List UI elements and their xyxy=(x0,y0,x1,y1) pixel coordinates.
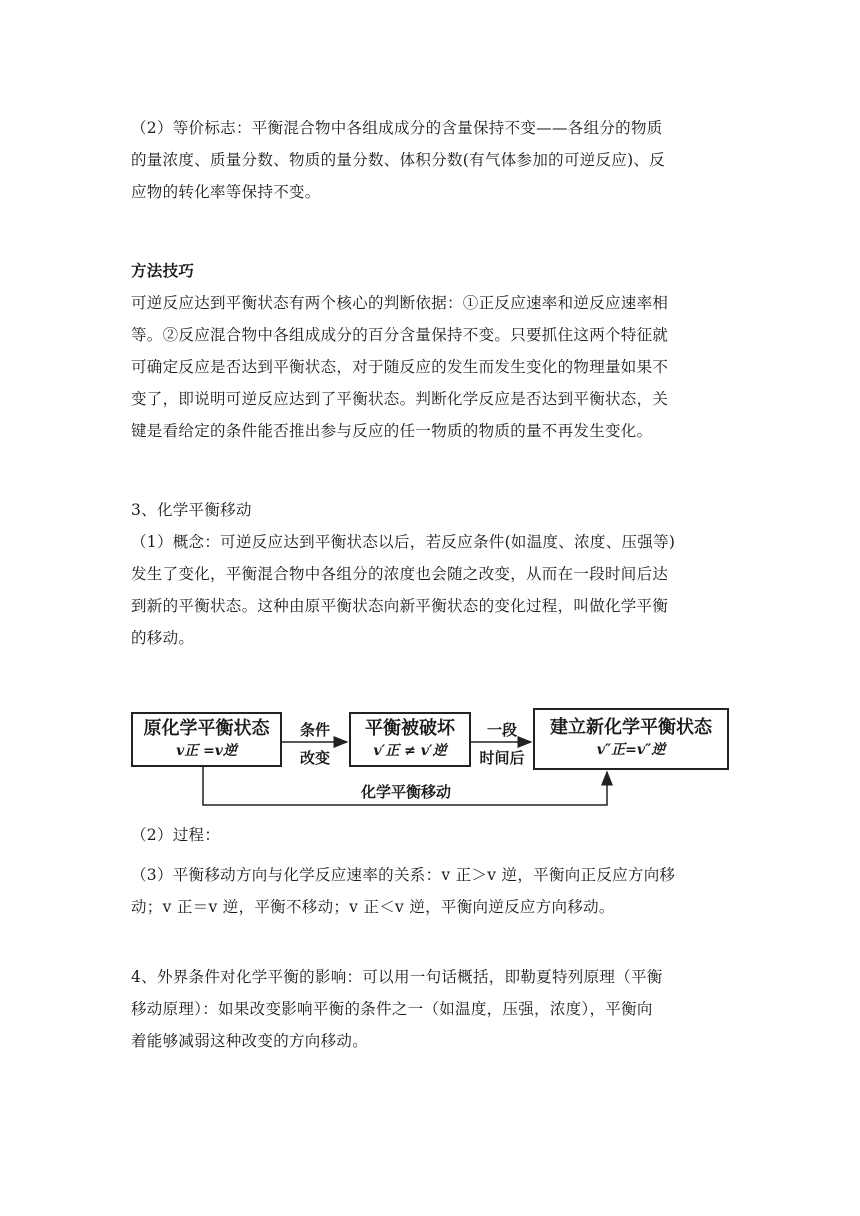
arrow-label-top: 条件 xyxy=(299,721,330,739)
box-title: 平衡被破坏 xyxy=(365,718,455,739)
section-2-2-paragraph xyxy=(131,112,731,208)
text-line: 的移动。 xyxy=(131,629,195,647)
process-line xyxy=(131,819,731,851)
box-formula: v正 =v逆 xyxy=(176,743,237,759)
text-line: （2）等价标志：平衡混合物中各组成成分的含量保持不变——各组分的物质 xyxy=(131,119,663,137)
text-line: 的量浓度、质量分数、物质的量分数、体积分数(有气体参加的可逆反应)、反 xyxy=(131,151,666,169)
text-line: 应物的转化率等保持不变。 xyxy=(131,183,321,201)
box-title: 原化学平衡状态 xyxy=(143,718,270,739)
text-line: （2）过程： xyxy=(131,826,221,844)
arrow-label-bottom: 改变 xyxy=(299,749,330,767)
arrow-label-top: 一段 xyxy=(486,721,517,739)
equilibrium-shift-label: 化学平衡移动 xyxy=(331,782,481,802)
text-line: 可逆反应达到平衡状态有两个核心的判断依据：①正反应速率和逆反应速率相 xyxy=(131,294,669,312)
section-4-paragraph xyxy=(131,961,731,1057)
text-line: 等。②反应混合物中各组成成分的百分含量保持不变。只要抓住这两个特征就 xyxy=(131,326,669,344)
relation-paragraph xyxy=(131,859,731,923)
equilibrium-broken-box xyxy=(349,712,471,767)
text-line: 可确定反应是否达到平衡状态，对于随反应的发生而发生变化的物理量如果不 xyxy=(131,358,669,376)
new-equilibrium-box xyxy=(533,708,729,770)
text-line: 动；v 正＝v 逆，平衡不移动；v 正＜v 逆，平衡向逆反应方向移动。 xyxy=(131,898,615,916)
box-title: 建立新化学平衡状态 xyxy=(550,717,712,738)
text-line: 4、外界条件对化学平衡的影响：可以用一句话概括，即勒夏特列原理（平衡 xyxy=(131,968,663,986)
box-formula: v″正=v″逆 xyxy=(596,742,666,758)
original-equilibrium-box xyxy=(131,712,282,767)
text-line: 发生了变化，平衡混合物中各组分的浓度也会随之改变，从而在一段时间后达 xyxy=(131,565,669,583)
text-line: （1）概念：可逆反应达到平衡状态以后，若反应条件(如温度、浓度、压强等) xyxy=(131,533,676,551)
text-line: 变了，即说明可逆反应达到了平衡状态。判断化学反应是否达到平衡状态，关 xyxy=(131,390,669,408)
text-line: 着能够减弱这种改变的方向移动。 xyxy=(131,1032,369,1050)
section-3-heading: 3、化学平衡移动 xyxy=(131,501,252,519)
section-3 xyxy=(131,494,731,654)
equilibrium-shift-diagram xyxy=(131,700,731,810)
text-line: 到新的平衡状态。这种由原平衡状态向新平衡状态的变化过程，叫做化学平衡 xyxy=(131,597,669,615)
method-section xyxy=(131,255,731,447)
arrow-label-bottom: 时间后 xyxy=(479,749,525,767)
text-line: 键是看给定的条件能否推出参与反应的任一物质的物质的量不再发生变化。 xyxy=(131,422,653,440)
method-heading: 方法技巧 xyxy=(131,262,195,280)
box-formula: v′正 ≠ v′逆 xyxy=(373,743,447,759)
text-line: 移动原理）：如果改变影响平衡的条件之一（如温度，压强，浓度），平衡向 xyxy=(131,1000,653,1018)
text-line: （3）平衡移动方向与化学反应速率的关系：v 正＞v 逆，平衡向正反应方向移 xyxy=(131,866,676,884)
